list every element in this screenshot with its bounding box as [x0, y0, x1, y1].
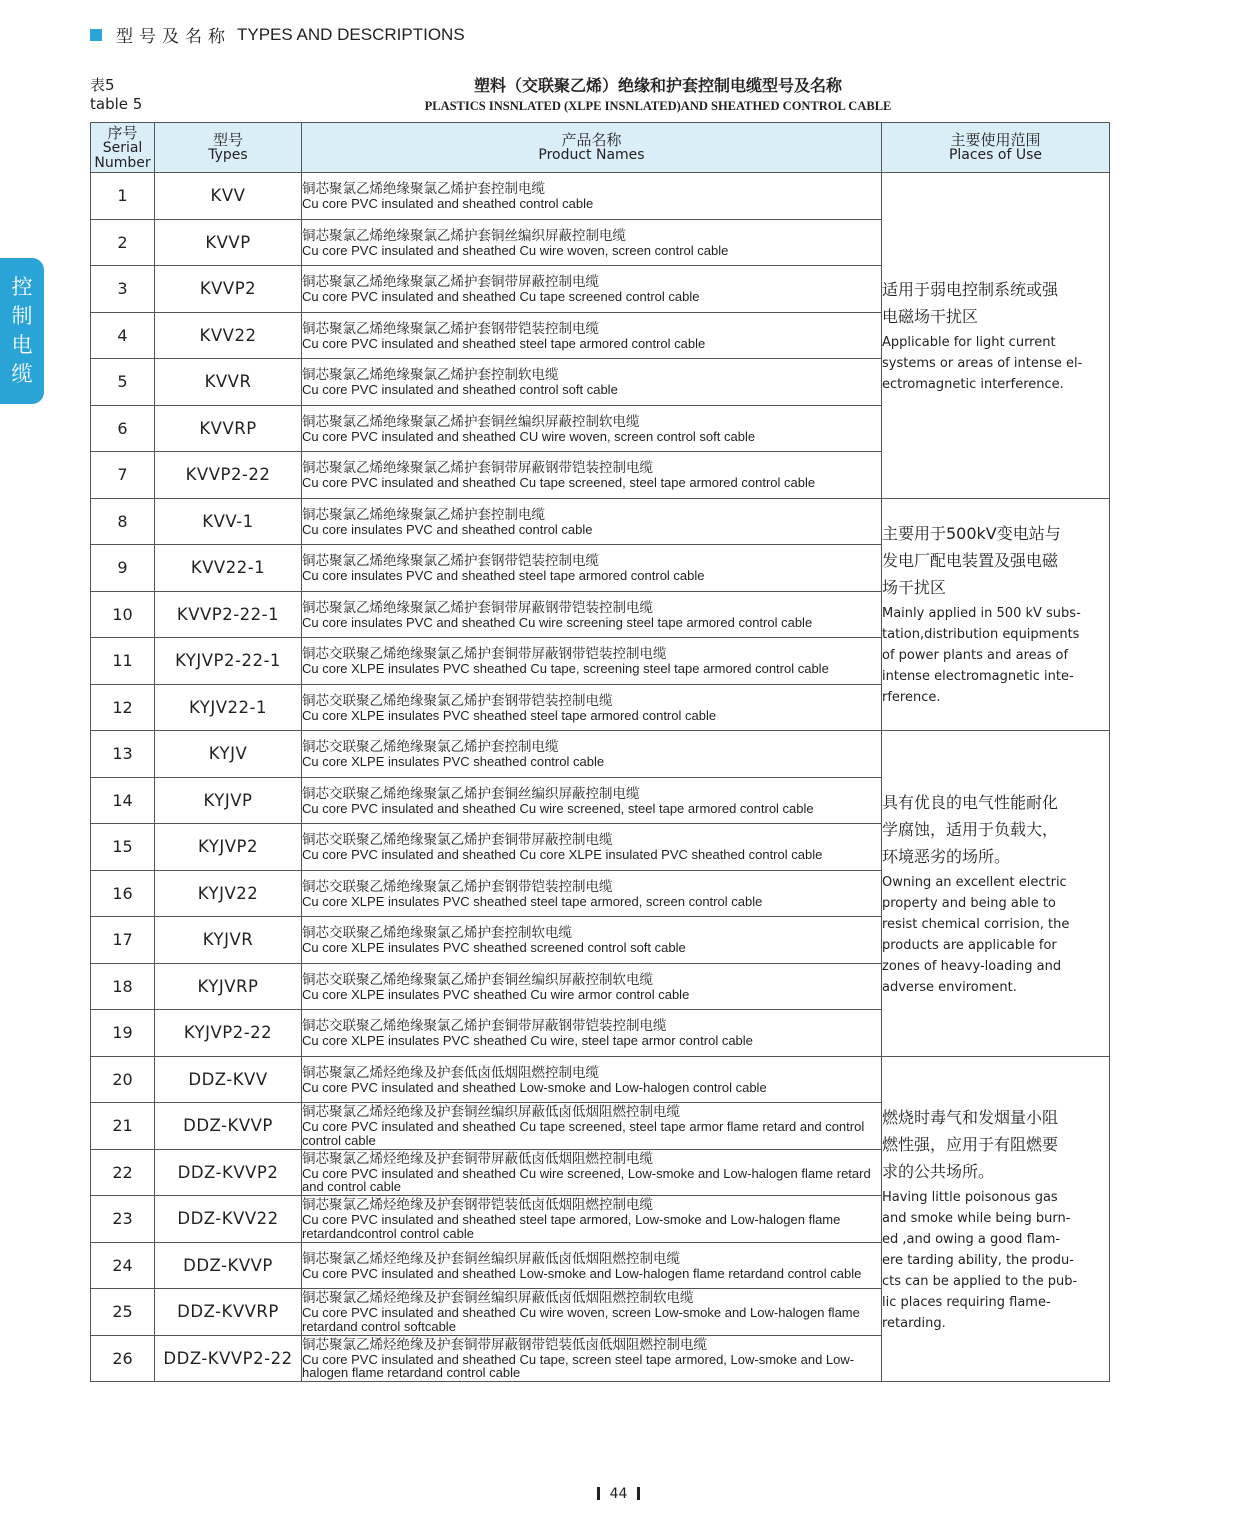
product-name-zh: 铜芯聚氯乙烯绝缘聚氯乙烯护套钢带铠装控制电缆	[302, 320, 599, 337]
usage-line-en: lic places requiring flame-	[882, 1294, 1051, 1310]
product-name-en: Cu core PVC insulated and sheathed Cu wire screened, steel tape armored control cable	[302, 800, 814, 816]
type-code-cell: DDZ-KVV	[155, 1056, 302, 1103]
product-name-cell	[302, 452, 882, 499]
serial-number-cell: 15	[91, 824, 155, 871]
product-name-zh: 铜芯聚氯乙烯绝缘聚氯乙烯护套铜带屏蔽钢带铠装控制电缆	[302, 460, 653, 476]
type-code-cell: KYJVP2	[155, 824, 302, 871]
product-name-en: Cu core PVC insulated and sheathed Cu tape screened, steel tape armored control cable	[302, 475, 816, 490]
col-header-usage	[882, 123, 1110, 173]
product-name-en: Cu core insulates PVC and sheathed control cable	[302, 521, 593, 537]
product-name-cell	[302, 1335, 882, 1382]
product-name-en: Cu core PVC insulated and sheathed Cu wire woven, screen control cable	[302, 242, 729, 258]
type-code-cell: KYJVP	[155, 777, 302, 824]
serial-number-cell: 8	[91, 498, 155, 545]
col-header-serial-en2: Number	[94, 154, 151, 171]
table-header-row	[91, 123, 1110, 173]
product-name-zh: 铜芯聚氯乙烯绝缘聚氯乙烯护套控制电缆	[302, 181, 545, 197]
section-title-zh: 型号及名称	[116, 27, 231, 47]
serial-number-cell: 5	[91, 359, 155, 406]
usage-cell	[882, 498, 1110, 731]
serial-number-cell: 23	[91, 1196, 155, 1243]
type-code-cell: DDZ-KVVP2	[155, 1149, 302, 1196]
table-row	[91, 173, 1110, 220]
usage-line-zh: 燃性强，应用于有阻燃要	[882, 1134, 1059, 1154]
product-name-cell	[302, 219, 882, 266]
usage-line-en: systems or areas of intense el-	[882, 355, 1083, 371]
usage-line-en: ere tarding ability, the produ-	[882, 1252, 1074, 1268]
side-tab-char: 电	[11, 333, 33, 357]
product-name-en: Cu core XLPE insulates PVC sheathed steel tape armored control cable	[302, 707, 717, 723]
product-name-zh: 铜芯交联聚乙烯绝缘聚氯乙烯护套钢带铠装控制电缆	[302, 878, 613, 895]
serial-number-cell: 21	[91, 1103, 155, 1150]
product-name-zh: 铜芯交联聚乙烯绝缘聚氯乙烯护套控制电缆	[302, 739, 559, 755]
usage-line-zh: 场干扰区	[882, 578, 947, 598]
col-header-names	[302, 123, 882, 173]
serial-number-cell: 26	[91, 1335, 155, 1382]
product-name-cell	[302, 405, 882, 452]
type-code-cell: KVVR	[155, 359, 302, 406]
type-code-cell: KYJVR	[155, 917, 302, 964]
product-name-cell	[302, 963, 882, 1010]
col-header-names-zh: 产品名称	[561, 131, 622, 149]
product-name-cell	[302, 173, 882, 220]
usage-line-en: and smoke while being burn-	[882, 1210, 1071, 1226]
col-header-serial-zh: 序号	[107, 123, 138, 142]
product-name-en: Cu core XLPE insulates PVC sheathed screened control soft cable	[302, 940, 686, 955]
side-tab-char: 缆	[11, 362, 33, 386]
serial-number-cell: 4	[91, 312, 155, 359]
table-row	[91, 498, 1110, 545]
type-code-cell: DDZ-KVVP2-22	[155, 1335, 302, 1382]
table-row	[91, 1056, 1110, 1103]
product-name-zh: 铜芯聚氯乙烯绝缘聚氯乙烯护套铜丝编织屏蔽控制软电缆	[302, 413, 640, 430]
product-name-cell	[302, 1289, 882, 1336]
product-name-en: Cu core XLPE insulates PVC sheathed Cu wire, steel tape armor control cable	[302, 1033, 753, 1048]
product-name-en: Cu core PVC insulated and sheathed Cu wire woven, screen Low-smoke and Low-halogen flame retardand control softcable	[302, 1305, 860, 1334]
product-name-en: Cu core XLPE insulates PVC sheathed control cable	[302, 754, 605, 769]
col-header-types-zh: 型号	[212, 131, 243, 149]
usage-line-en: adverse enviroment.	[882, 979, 1017, 995]
page-number-text: 44	[609, 1486, 628, 1502]
type-code-cell: KYJV22-1	[155, 684, 302, 731]
type-code-cell: KYJV22	[155, 870, 302, 917]
usage-line-en: ed ,and owing a good flam-	[882, 1231, 1061, 1247]
product-name-zh: 铜芯聚氯乙烯烃绝缘及护套铜带屏蔽钢带铠装低卤低烟阻燃控制电缆	[302, 1336, 707, 1353]
col-header-types	[155, 123, 302, 173]
product-name-cell	[302, 545, 882, 592]
product-name-en: Cu core XLPE insulates PVC sheathed Cu tape, screening steel tape armored control cable	[302, 661, 829, 676]
product-name-cell	[302, 824, 882, 871]
type-code-cell: KVVP2-22-1	[155, 591, 302, 638]
product-name-cell	[302, 1056, 882, 1103]
usage-line-zh: 学腐蚀，适用于负载大，	[882, 819, 1059, 839]
usage-line-en: of power plants and areas of	[882, 648, 1069, 664]
type-code-cell: KVVRP	[155, 405, 302, 452]
product-name-cell	[302, 312, 882, 359]
usage-cell	[882, 1056, 1110, 1382]
serial-number-cell: 24	[91, 1242, 155, 1289]
col-header-names-en: Product Names	[538, 147, 645, 163]
col-header-usage-en: Places of Use	[948, 147, 1043, 163]
usage-text-zh	[882, 1104, 1109, 1185]
product-name-zh: 铜芯聚氯乙烯绝缘聚氯乙烯护套铜带屏蔽控制电缆	[302, 274, 599, 290]
product-name-zh: 铜芯聚氯乙烯烃绝缘及护套铜带屏蔽低卤低烟阻燃控制电缆	[302, 1150, 653, 1167]
product-name-zh: 铜芯聚氯乙烯绝缘聚氯乙烯护套控制软电缆	[302, 367, 559, 383]
table-title-en: PLASTICS INSNLATED (XLPE INSNLATED)AND SHEATHED CONTROL CABLE	[424, 99, 892, 113]
product-name-cell	[302, 591, 882, 638]
serial-number-cell: 9	[91, 545, 155, 592]
cable-types-table	[90, 122, 1110, 1382]
product-name-zh: 铜芯交联聚乙烯绝缘聚氯乙烯护套铜丝编织屏蔽控制电缆	[302, 785, 640, 802]
product-name-en: Cu core XLPE insulates PVC sheathed Cu wire armor control cable	[302, 986, 690, 1002]
usage-line-zh: 燃烧时毒气和发烟量小阻	[882, 1107, 1059, 1127]
product-name-zh: 铜芯聚氯乙烯绝缘聚氯乙烯护套控制电缆	[302, 506, 545, 523]
usage-cell	[882, 731, 1110, 1057]
product-name-en: Cu core PVC insulated and sheathed Cu tape, screen steel tape armored, Low-smoke and Low-halogen flame retardand control cable	[302, 1351, 855, 1381]
product-name-cell	[302, 1010, 882, 1057]
product-name-zh: 铜芯聚氯乙烯烃绝缘及护套钢带铠装低卤低烟阻燃控制电缆	[302, 1197, 653, 1214]
product-name-cell	[302, 731, 882, 778]
product-name-en: Cu core PVC insulated and sheathed steel tape armored control cable	[302, 335, 706, 351]
usage-text-en	[882, 1187, 1109, 1334]
type-code-cell: KVV-1	[155, 498, 302, 545]
usage-line-en: retarding.	[882, 1315, 946, 1331]
col-header-serial-en1: Serial	[102, 139, 143, 156]
serial-number-cell: 2	[91, 219, 155, 266]
col-header-serial	[91, 123, 155, 173]
usage-text-zh	[882, 276, 1109, 330]
section-marker-square	[90, 29, 102, 41]
usage-line-en: rference.	[882, 690, 941, 706]
serial-number-cell: 19	[91, 1010, 155, 1057]
table-label	[90, 76, 142, 114]
serial-number-cell: 16	[91, 870, 155, 917]
serial-number-cell: 17	[91, 917, 155, 964]
serial-number-cell: 12	[91, 684, 155, 731]
product-name-zh: 铜芯交联聚乙烯绝缘聚氯乙烯护套铜带屏蔽控制电缆	[302, 832, 613, 848]
usage-line-en: ectromagnetic interference.	[882, 376, 1064, 392]
serial-number-cell: 20	[91, 1056, 155, 1103]
product-name-zh: 铜芯聚氯乙烯绝缘聚氯乙烯护套铜丝编织屏蔽控制电缆	[302, 227, 626, 244]
product-name-cell	[302, 1103, 882, 1150]
product-name-zh: 铜芯交联聚乙烯绝缘聚氯乙烯护套铜丝编织屏蔽控制软电缆	[302, 971, 653, 988]
usage-line-zh: 求的公共场所。	[882, 1161, 995, 1181]
product-name-zh: 铜芯交联聚乙烯绝缘聚氯乙烯护套控制软电缆	[302, 925, 572, 941]
serial-number-cell: 13	[91, 731, 155, 778]
usage-text-en	[882, 603, 1109, 708]
product-name-en: Cu core XLPE insulates PVC sheathed steel tape armored, screen control cable	[302, 893, 763, 909]
product-name-zh: 铜芯聚氯乙烯烃绝缘及护套低卤低烟阻燃控制电缆	[302, 1064, 599, 1081]
serial-number-cell: 6	[91, 405, 155, 452]
serial-number-cell: 25	[91, 1289, 155, 1336]
col-header-types-en: Types	[208, 147, 248, 163]
product-name-cell	[302, 777, 882, 824]
product-name-cell	[302, 684, 882, 731]
page-number-bar-left	[597, 1487, 600, 1500]
product-name-cell	[302, 498, 882, 545]
product-name-cell	[302, 1196, 882, 1243]
usage-text-en	[882, 872, 1109, 998]
usage-line-en: Having little poisonous gas	[882, 1189, 1058, 1205]
product-name-cell	[302, 1242, 882, 1289]
serial-number-cell: 10	[91, 591, 155, 638]
serial-number-cell: 14	[91, 777, 155, 824]
page-number	[0, 1486, 1237, 1502]
table-label-en: table 5	[90, 95, 143, 113]
usage-line-en: zones of heavy-loading and	[882, 958, 1062, 974]
usage-line-zh: 发电厂配电装置及强电磁	[882, 551, 1059, 571]
product-name-en: Cu core PVC insulated and sheathed Cu wire screened, Low-smoke and Low-halogen flame retard and control cable	[302, 1165, 871, 1195]
product-name-zh: 铜芯聚氯乙烯烃绝缘及护套铜丝编织屏蔽低卤低烟阻燃控制电缆	[302, 1250, 680, 1267]
product-name-en: Cu core PVC insulated and sheathed steel tape armored, Low-smoke and Low-halogen flame retardandcontrol control cable	[302, 1212, 841, 1241]
usage-line-en: Applicable for light current	[882, 334, 1056, 350]
product-name-zh: 铜芯交联聚乙烯绝缘聚氯乙烯护套铜带屏蔽钢带铠装控制电缆	[302, 1018, 667, 1034]
type-code-cell: KYJV	[155, 731, 302, 778]
type-code-cell: KVV22-1	[155, 545, 302, 592]
usage-line-zh: 环境恶劣的场所。	[882, 846, 1011, 866]
usage-line-en: Owning an excellent electric	[882, 874, 1067, 890]
table-label-zh: 表5	[90, 76, 115, 94]
serial-number-cell: 3	[91, 266, 155, 313]
serial-number-cell: 22	[91, 1149, 155, 1196]
section-title-en: TYPES AND DESCRIPTIONS	[237, 24, 465, 44]
type-code-cell: KVV22	[155, 312, 302, 359]
usage-line-en: cts can be applied to the pub-	[882, 1273, 1078, 1289]
table-title	[300, 76, 1016, 115]
usage-line-en: products are applicable for	[882, 937, 1057, 953]
serial-number-cell: 18	[91, 963, 155, 1010]
product-name-zh: 铜芯聚氯乙烯烃绝缘及护套铜丝编织屏蔽低卤低烟阻燃控制软电缆	[302, 1290, 694, 1307]
product-name-en: Cu core PVC insulated and sheathed control cable	[302, 196, 594, 211]
usage-text-zh	[882, 789, 1109, 870]
page-number-bar-right	[637, 1487, 640, 1500]
usage-text-zh	[882, 520, 1109, 601]
product-name-zh: 铜芯聚氯乙烯绝缘聚氯乙烯护套铜带屏蔽钢带铠装控制电缆	[302, 599, 653, 616]
type-code-cell: KVVP	[155, 219, 302, 266]
side-tab-char: 控	[11, 275, 33, 299]
product-name-zh: 铜芯聚氯乙烯绝缘聚氯乙烯护套钢带铠装控制电缆	[302, 553, 599, 569]
serial-number-cell: 7	[91, 452, 155, 499]
product-name-en: Cu core PVC insulated and sheathed CU wire woven, screen control soft cable	[302, 428, 756, 444]
table-row	[91, 731, 1110, 778]
section-header	[90, 22, 465, 47]
usage-line-en: intense electromagnetic inte-	[882, 669, 1074, 685]
usage-line-zh: 电磁场干扰区	[882, 306, 979, 326]
product-name-cell	[302, 917, 882, 964]
usage-cell	[882, 173, 1110, 499]
table-body	[91, 173, 1110, 1382]
product-name-en: Cu core PVC insulated and sheathed Cu core XLPE insulated PVC sheathed control cable	[302, 847, 823, 862]
product-name-en: Cu core PVC insulated and sheathed Cu tape screened, steel tape armor flame retard and control control cable	[302, 1119, 865, 1148]
serial-number-cell: 11	[91, 638, 155, 685]
col-header-usage-zh: 主要使用范围	[950, 131, 1041, 149]
type-code-cell: DDZ-KVVP	[155, 1242, 302, 1289]
serial-number-cell: 1	[91, 173, 155, 220]
side-tab-char: 制	[11, 304, 33, 328]
usage-line-en: tation,distribution equipments	[882, 627, 1080, 643]
product-name-cell	[302, 266, 882, 313]
product-name-en: Cu core PVC insulated and sheathed Cu tape screened control cable	[302, 289, 700, 304]
usage-text-en	[882, 332, 1109, 395]
product-name-zh: 铜芯聚氯乙烯烃绝缘及护套铜丝编织屏蔽低卤低烟阻燃控制电缆	[302, 1104, 680, 1121]
usage-line-zh: 适用于弱电控制系统或强	[882, 279, 1059, 299]
product-name-zh: 铜芯交联聚乙烯绝缘聚氯乙烯护套铜带屏蔽钢带铠装控制电缆	[302, 646, 667, 662]
type-code-cell: KVVP2-22	[155, 452, 302, 499]
type-code-cell: KYJVP2-22	[155, 1010, 302, 1057]
table-title-zh: 塑料（交联聚乙烯）绝缘和护套控制电缆型号及名称	[473, 76, 842, 95]
type-code-cell: DDZ-KVVRP	[155, 1289, 302, 1336]
type-code-cell: DDZ-KVV22	[155, 1196, 302, 1243]
type-code-cell: KYJVRP	[155, 963, 302, 1010]
product-name-zh: 铜芯交联聚乙烯绝缘聚氯乙烯护套钢带铠装控制电缆	[302, 692, 613, 709]
type-code-cell: KVVP2	[155, 266, 302, 313]
product-name-cell	[302, 359, 882, 406]
usage-line-en: property and being able to	[882, 895, 1056, 911]
type-code-cell: DDZ-KVVP	[155, 1103, 302, 1150]
product-name-en: Cu core PVC insulated and sheathed Low-smoke and Low-halogen control cable	[302, 1079, 767, 1095]
type-code-cell: KVV	[155, 173, 302, 220]
product-name-en: Cu core PVC insulated and sheathed control soft cable	[302, 382, 618, 397]
product-name-en: Cu core insulates PVC and sheathed Cu wire screening steel tape armored control cable	[302, 614, 813, 630]
product-name-cell	[302, 870, 882, 917]
product-name-en: Cu core PVC insulated and sheathed Low-smoke and Low-halogen flame retardand control cable	[302, 1265, 862, 1281]
usage-line-en: resist chemical corrision, the	[882, 916, 1070, 932]
product-name-cell	[302, 1149, 882, 1196]
product-name-cell	[302, 638, 882, 685]
product-name-en: Cu core insulates PVC and sheathed steel tape armored control cable	[302, 568, 705, 583]
type-code-cell: KYJVP2-22-1	[155, 638, 302, 685]
side-category-tab	[0, 258, 44, 404]
usage-line-zh: 主要用于500kV变电站与	[882, 524, 1061, 544]
usage-line-en: Mainly applied in 500 kV subs-	[882, 606, 1081, 622]
usage-line-zh: 具有优良的电气性能耐化	[882, 792, 1059, 812]
